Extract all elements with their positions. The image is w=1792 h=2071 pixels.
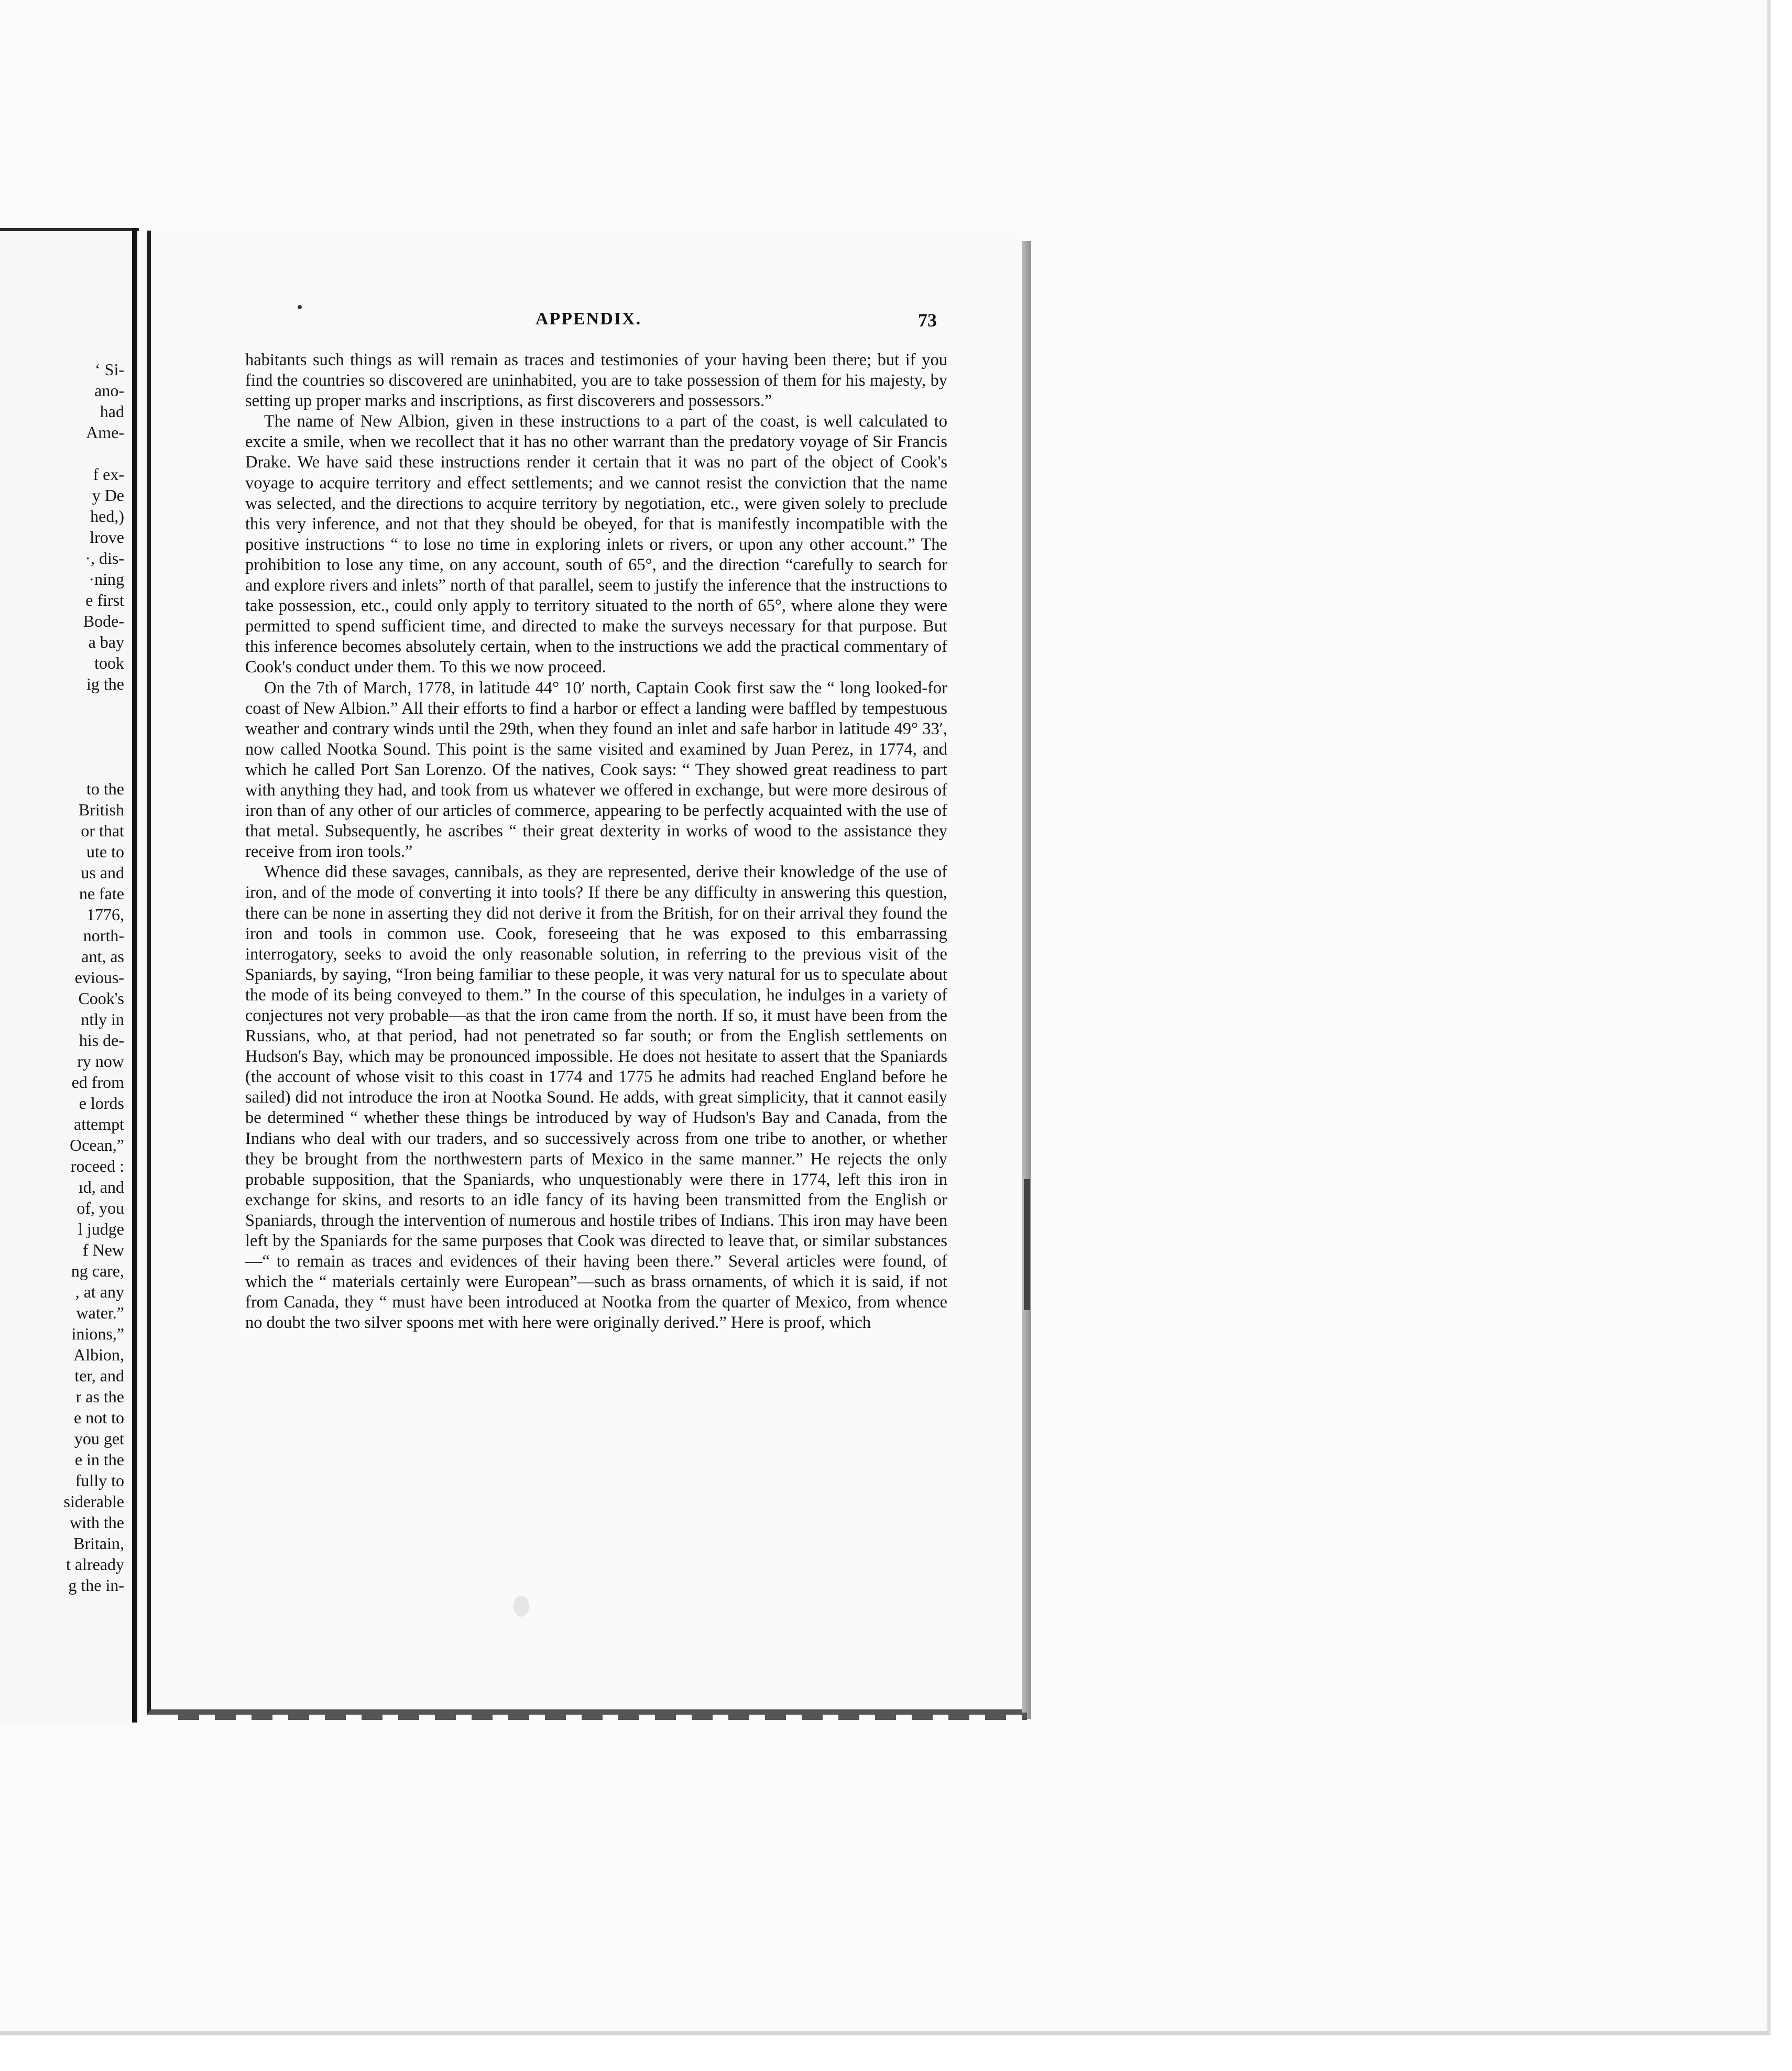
facing-page-fragment-line: f ex- [93,465,124,484]
facing-page-fragment-line: Britain, [73,1534,124,1553]
facing-page-fragment-line: siderable [63,1492,124,1511]
facing-page-fragment-line: y De [92,486,124,505]
facing-page-gap [64,694,125,778]
facing-page-fragment-line: f New [82,1240,124,1259]
facing-page-fragment-line: ano- [94,381,124,400]
facing-page-fragment-line: ute to [86,842,124,861]
facing-page-fragment-line: , at any [75,1282,124,1301]
facing-page-fragment-line: ·ning [89,570,124,588]
facing-page-text-fragments [64,359,125,1596]
facing-page-fragment-line: attempt [74,1115,124,1133]
facing-page-fragment-line: ant, as [81,947,124,966]
facing-page-fragment-line: e first [85,591,124,609]
facing-page-fragment-line: inions,” [71,1324,124,1343]
facing-page-fragment-line: ter, and [74,1366,124,1385]
running-head [151,309,1026,335]
facing-page-fragment-line: ed from [71,1073,124,1092]
facing-page-fragment-line: evious- [74,968,124,987]
running-head-title: APPENDIX. [535,309,642,329]
facing-page-fragment-line: British [78,800,124,819]
facing-page-fragment-line [64,443,125,464]
facing-page-fragment-line: ne fate [79,884,124,903]
facing-page-fragment-line: Albion, [73,1345,124,1364]
ink-dot [298,305,302,309]
facing-page-fragment-line: e not to [74,1408,124,1427]
facing-page-fragment-line: t already [65,1555,124,1574]
facing-page-top-edge [0,228,139,231]
facing-page-fragment-line: with the [70,1513,124,1532]
facing-page-fragment-line: e in the [74,1450,124,1469]
facing-page-fragment-line: e lords [79,1094,124,1113]
facing-page-fragment-line: l judge [78,1219,124,1238]
body-text [245,350,947,1334]
facing-page-fragment-line: Ocean,” [70,1136,124,1154]
page-number: 73 [918,310,937,331]
facing-page-fragment-line: ntly in [81,1010,124,1029]
paragraph: Whence did these savages, cannibals, as they are represented, derive their knowledge of the use of iron, and of the mode of converting it into tools? If there be any difficulty in answering this question, there can be none in asserting they did not derive it from the British, for on their arrival they found the iron and tools in common use. Cook, foreseeing that he was exposed to this embarrassing interrogatory, seeks to avoid the only reasonable solution, in referring to the previous visit of the Spaniards, by saying, “Iron being familiar to these people, it was very natural for us to speculate about the mode of its being conveyed to them.” In the course of this speculation, he indulges in a variety of conjectures not very probable—as that the iron came from the north. If so, it must have been from the Russians, who, at that period, had not penetrated so far south; or from the English settlements on Hudson's Bay, which may be pronounced impossible. He does not hesitate to assert that the Spaniards (the account of whose visit to this coast in 1774 and 1775 he admits had reached England before he sailed) did not introduce the iron at Nootka Sound. He adds, with great simplicity, that it cannot easily be determined “ whether these things be introduced by way of Hudson's Bay and Canada, from the Indians who deal with our traders, and so successively across from one tribe to another, or whether they be brought from the northwestern parts of Mexico in the same manner.” He rejects the only probable supposition, that the Spaniards, who unquestionably were there in 1774, left this iron in exchange for skins, and resorts to an idle fancy of its having been transmitted from the English or Spaniards, through the intervention of numerous and hostile tribes of Indians. This iron may have been left by the Spaniards for the same purposes that Cook was directed to leave that, or similar substances—“ to remain as traces and evidences of their having been there.” Several articles were found, of which the “ materials certainly were European”—such as brass ornaments, of which it is said, if not from Canada, they “ must have been introduced at Nootka from the quarter of Mexico, from whence no doubt the two silver spoons met with here were originally derived.” Here is proof, which [245,863,947,1333]
facing-page-fragment-line: ry now [77,1052,124,1071]
facing-page-fragment-line: of, you [77,1198,124,1217]
facing-page-fragment-line: ig the [86,674,124,693]
facing-page-fragment-line: north- [83,926,124,945]
facing-page-fragment-line: ng care, [71,1261,124,1280]
page-bottom-edge [178,1713,1027,1720]
facing-page-fragment-line: lrove [90,528,124,547]
facing-page-fragment-line: ·, dis- [85,549,124,568]
facing-page-fragment [0,228,139,1723]
facing-page-fragment-line: or that [81,821,124,840]
facing-page-fragment-line: fully to [75,1471,124,1490]
paragraph: On the 7th of March, 1778, in latitude 44° 10′ north, Captain Cook first saw the “ long looked-for coast of New Albion.” All their efforts to find a harbor or effect a landing were baffled by tempestuous weather and contrary winds until the 29th, when they found an inlet and safe harbor in latitude 49° 33′, now called Nootka Sound. This point is the same visited and examined by Juan Perez, in 1774, and which he called Port San Lorenzo. Of the natives, Cook says: “ They showed great readiness to part with anything they had, and took from us whatever we offered in exchange, but were more desirous of iron than of any other of our articles of commerce, appearing to be perfectly acquainted with the use of that metal. Subsequently, he ascribes “ their great dexterity in works of wood to the assistance they receive from iron tools.” [245,678,947,862]
book-page [147,231,1022,1715]
facing-page-fragment-line: had [100,402,124,421]
facing-page-fragment-line: 1776, [86,905,124,924]
facing-page-fragment-line: Bode- [83,612,124,630]
facing-page-fragment-line: water.” [76,1303,124,1322]
facing-page-fragment-line: ‘ Si- [95,360,124,379]
facing-page-fragment-line: ıd, and [78,1178,124,1196]
paper-smudge [513,1596,529,1617]
book-gutter [132,228,137,1723]
paragraph: The name of New Albion, given in these instructions to a part of the coast, is well calculated to excite a smile, when we recollect that it has no other warrant than the predatory voyage of Sir Francis Drake. We have said these instructions render it certain that it was no part of the object of Cook's voyage to acquire territory and effect settlements; and we cannot resist the conviction that the name was selected, and the directions to acquire territory by negotiation, etc., were given solely to preclude this very inference, and not that they should be obeyed, for that is manifestly incompatible with the positive instructions “ to lose no time in exploring inlets or rivers, or upon any other account.” The prohibition to lose any time, on any account, south of 65°, and the direction “carefully to search for and explore rivers and inlets” north of that parallel, seem to justify the inference that the instructions to take possession, etc., could only apply to territory situated to the north of 65°, where alone they were permitted to spend sufficient time, and directed to make the surveys necessary for that purpose. But this inference becomes absolutely certain, when to the instructions we add the practical commentary of Cook's conduct under them. To this we now proceed. [245,412,947,677]
facing-page-fragment-line: hed,) [90,507,124,526]
facing-page-fragment-line: you get [74,1429,124,1448]
page-edge-shadow [1022,241,1031,1719]
facing-page-fragment-line: g the in- [68,1576,124,1595]
facing-page-fragment-line: took [94,653,124,672]
facing-page-fragment-line: r as the [75,1387,124,1406]
facing-page-fragment-line: his de- [79,1031,124,1050]
facing-page-fragment-line: roceed : [70,1157,124,1175]
facing-page-fragment-line: Ame- [86,423,124,442]
facing-page-fragment-line: to the [86,779,124,798]
edge-stain [1024,1179,1030,1310]
facing-page-fragment-line: us and [81,863,124,882]
facing-page-fragment-line: a bay [88,633,124,651]
facing-page-fragment-line: Cook's [78,989,124,1008]
paragraph: habitants such things as will remain as traces and testimonies of your having been there; but if you find the countries so discovered are uninhabited, you are to take possession of them for his majesty, by setting up proper marks and inscriptions, as first discoverers and possessors.” [245,351,947,411]
